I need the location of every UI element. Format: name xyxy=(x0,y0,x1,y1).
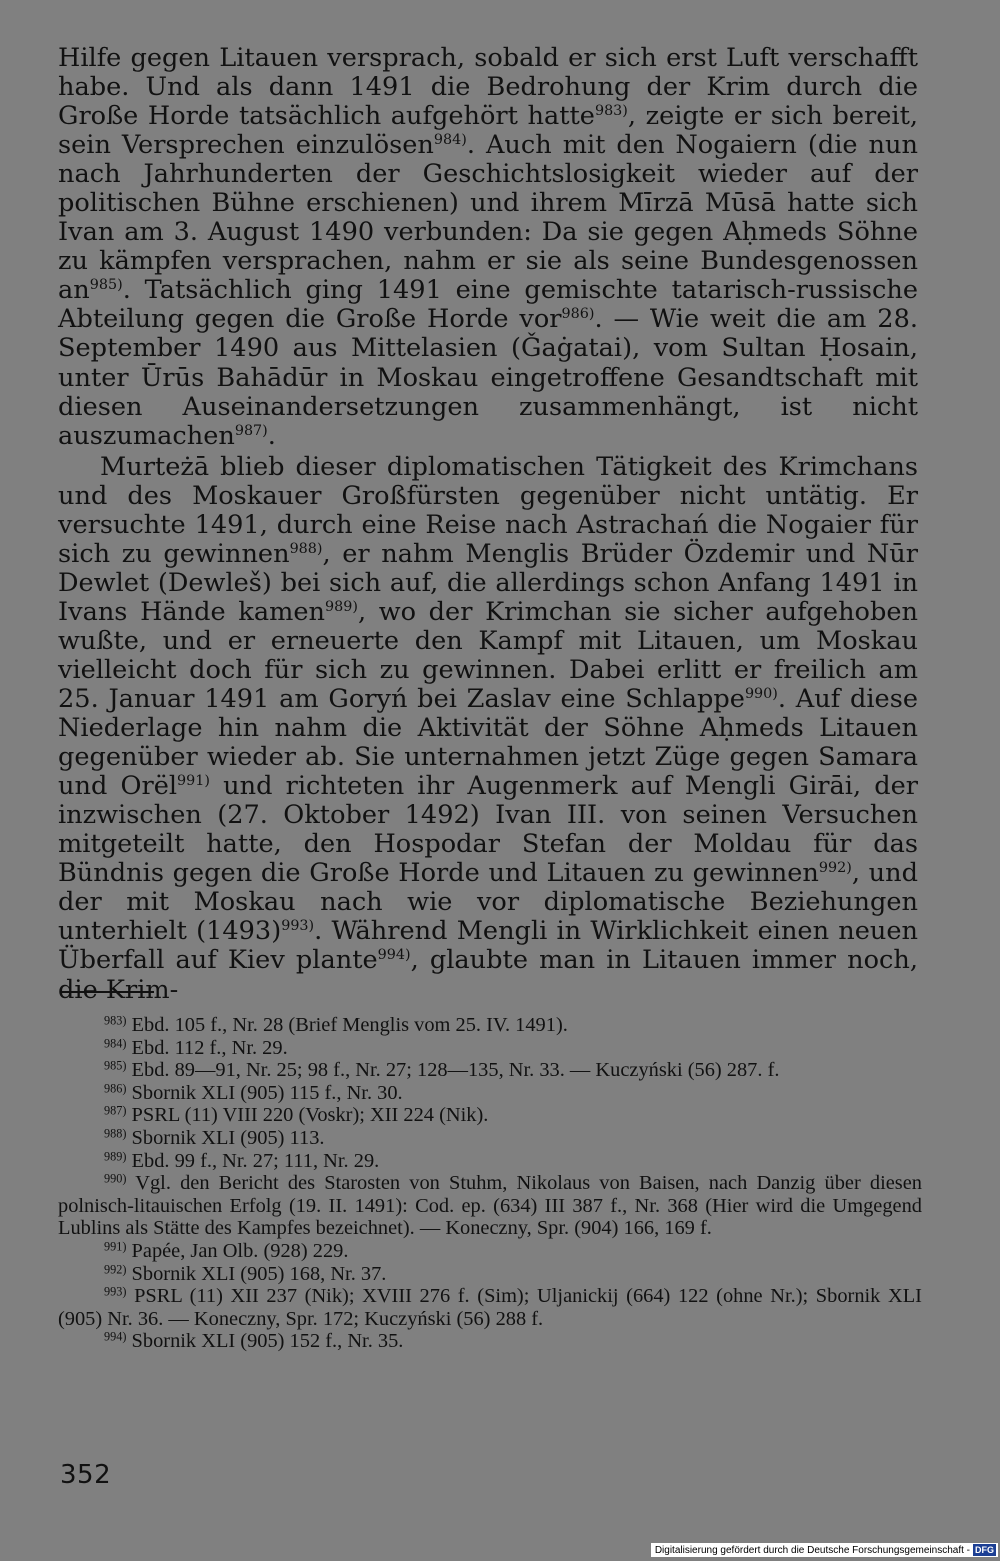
body-text-run: , zeigte er sich bereit, sein Versprechen einzulösen xyxy=(58,101,918,161)
body-text-run: Murteżā blieb dieser diplomatischen Tätigkeit des Krimchans und des Moskauer Großfürsten gegenüber nicht untätig. Er versuchte 1491, durch eine Reise nach Astrachań die Nogaier für sich zu gewinnen xyxy=(58,451,918,569)
dfg-logo: DFG xyxy=(975,1545,994,1555)
digitization-credit xyxy=(651,1543,998,1557)
footnote-number: 988) xyxy=(104,1126,127,1141)
body-text-run: . xyxy=(267,420,276,451)
footnote-number: 987) xyxy=(104,1103,127,1118)
credit-text: Digitalisierung gefördert durch die Deutsche Forschungsgemeinschaft - xyxy=(654,1544,970,1556)
footnote-number: 986) xyxy=(104,1081,127,1096)
footnote-text: Papée, Jan Olb. (928) 229. xyxy=(131,1239,349,1262)
footnote-reference: 989) xyxy=(324,599,358,616)
footnote xyxy=(58,1330,922,1353)
footnote-text: Ebd. 112 f., Nr. 29. xyxy=(131,1036,288,1059)
body-text-run: . Auf diese Niederlage hin nahm die Aktivität der Söhne Aḥmeds Litauen gegenüber wieder ab. Sie unternahmen jetzt Züge gegen Samara und Orël xyxy=(58,684,918,802)
footnote-number: 990) xyxy=(104,1171,127,1186)
footnote-text: PSRL (11) XII 237 (Nik); XVIII 276 f. (Sim); Uljanickij (664) 122 (ohne Nr.); Sbornik XLI (905) Nr. 36. — Koneczny, Spr. 172; Kuczyński (56) 288 f. xyxy=(58,1285,922,1330)
page-number: 352 xyxy=(60,1460,112,1490)
footnote-reference: 985) xyxy=(89,277,123,294)
footnotes-section xyxy=(58,1014,922,1353)
footnote-number: 989) xyxy=(104,1148,127,1163)
footnote xyxy=(58,1172,922,1240)
footnote-text: Ebd. 99 f., Nr. 27; 111, Nr. 29. xyxy=(131,1149,380,1172)
body-text-run: . — Wie weit die am 28. September 1490 aus Mittelasien (Ǧaġatai), vom Sultan Ḥosain, unter Ūrūs Bahādūr in Moskau eingetroffene Gesandtschaft mit diesen Auseinandersetzungen zusammenhängt, ist nicht auszumachen xyxy=(58,304,918,451)
body-text-run: . Tatsächlich ging 1491 eine gemischte tatarisch-russische Abteilung gegen die Große Horde vor xyxy=(58,275,918,335)
footnote-number: 993) xyxy=(104,1284,127,1299)
footnote xyxy=(58,1127,922,1150)
footnote-text: Sbornik XLI (905) 168, Nr. 37. xyxy=(131,1262,387,1285)
footnote-reference: 993) xyxy=(281,918,315,935)
footnote xyxy=(58,1014,922,1037)
footnote-text: Sbornik XLI (905) 115 f., Nr. 30. xyxy=(131,1081,403,1104)
footnote-reference: 983) xyxy=(594,103,628,120)
body-paragraph xyxy=(58,44,918,451)
footnote-text: PSRL (11) VIII 220 (Voskr); XII 224 (Nik). xyxy=(131,1104,489,1127)
body-text-run: , er nahm Menglis Brüder Özdemir und Nūr Dewlet (Dewleš) bei sich auf, die allerdings schon Anfang 1491 in Ivans Hände kamen xyxy=(58,538,918,627)
body-text-run: . Auch mit den Nogaiern (die nun nach Jahrhunderten der Geschichtslosigkeit wieder auf der politischen Bühne erschienen) und ihrem Mīrzā Mūsā hatte sich Ivan am 3. August 1490 verbunden: Da sie gegen Aḥmeds Söhne zu kämpfen versprachen, nahm er sie als seine Bundesgenossen an xyxy=(58,130,918,306)
footnote-number: 985) xyxy=(104,1058,127,1073)
footnote-reference: 987) xyxy=(234,422,268,439)
footnote-reference: 986) xyxy=(561,306,595,323)
footnote-number: 984) xyxy=(104,1035,127,1050)
footnote-reference: 990) xyxy=(744,686,778,703)
footnote-reference: 991) xyxy=(177,773,210,790)
body-text-run: , und der mit Moskau nach wie vor diplomatische Beziehungen unterhielt (1493) xyxy=(58,858,918,947)
footnote xyxy=(58,1104,922,1127)
footnote xyxy=(58,1037,922,1060)
footnote-number: 992) xyxy=(104,1261,127,1276)
footnote-reference: 992) xyxy=(818,860,852,877)
footnote-text: Sbornik XLI (905) 113. xyxy=(131,1126,325,1149)
footnote-reference: 994) xyxy=(377,947,411,964)
footnote-text: Ebd. 89—91, Nr. 25; 98 f., Nr. 27; 128—135, Nr. 33. — Kuczyński (56) 287. f. xyxy=(131,1059,780,1082)
main-text xyxy=(58,44,918,1005)
footnote-text: Vgl. den Bericht des Starosten von Stuhm, Nikolaus von Baisen, nach Danzig über diesen polnisch-litauischen Erfolg (19. II. 1491): Cod. ep. (634) III 387 f., Nr. 368 (Hier wird die Umgegend Lublins als Stätte des Kampfes bezeichnet). — Koneczny, Spr. (904) 166, 169 f. xyxy=(58,1172,922,1240)
footnote-number: 983) xyxy=(104,1013,127,1028)
footnote-text: Ebd. 105 f., Nr. 28 (Brief Menglis vom 25. IV. 1491). xyxy=(131,1014,568,1036)
body-text-run: , wo der Krimchan sie sicher aufgehoben wußte, und er erneuerte den Kampf mit Litauen, um Moskau vielleicht doch für sich zu gewinnen. Dabei erlitt er freilich am 25. Januar 1491 am Goryń bei Zaslav eine Schlappe xyxy=(58,596,918,715)
footnote xyxy=(58,1285,922,1330)
footnote-separator xyxy=(60,991,154,993)
footnote xyxy=(58,1059,922,1082)
body-paragraph xyxy=(58,453,918,1005)
footnote xyxy=(58,1082,922,1105)
body-text-run: und richteten ihr Augenmerk auf Mengli Girāi, der inzwischen (27. Oktober 1492) Ivan III. von seinen Versuchen mitgeteilt hatte, den Hospodar Stefan der Moldau für das Bündnis gegen die Große Horde und Litauen zu gewinnen xyxy=(58,771,918,889)
footnote xyxy=(58,1263,922,1286)
body-text-run: Hilfe gegen Litauen versprach, sobald er sich erst Luft verschafft habe. Und als dann 1491 die Bedrohung der Krim durch die Große Horde tatsächlich aufgehört hatte xyxy=(58,43,918,132)
body-text-run: , glaubte man in Litauen immer noch, die Krim- xyxy=(58,945,918,1005)
footnote-reference: 984) xyxy=(433,132,467,149)
footnote xyxy=(58,1150,922,1173)
footnote xyxy=(58,1240,922,1263)
body-text-run: . Während Mengli in Wirklichkeit einen neuen Überfall auf Kiev plante xyxy=(58,916,918,976)
footnote-reference: 988) xyxy=(289,540,323,557)
footnote-text: Sbornik XLI (905) 152 f., Nr. 35. xyxy=(131,1330,404,1353)
footnote-number: 994) xyxy=(104,1329,127,1344)
footnote-number: 991) xyxy=(104,1239,127,1254)
